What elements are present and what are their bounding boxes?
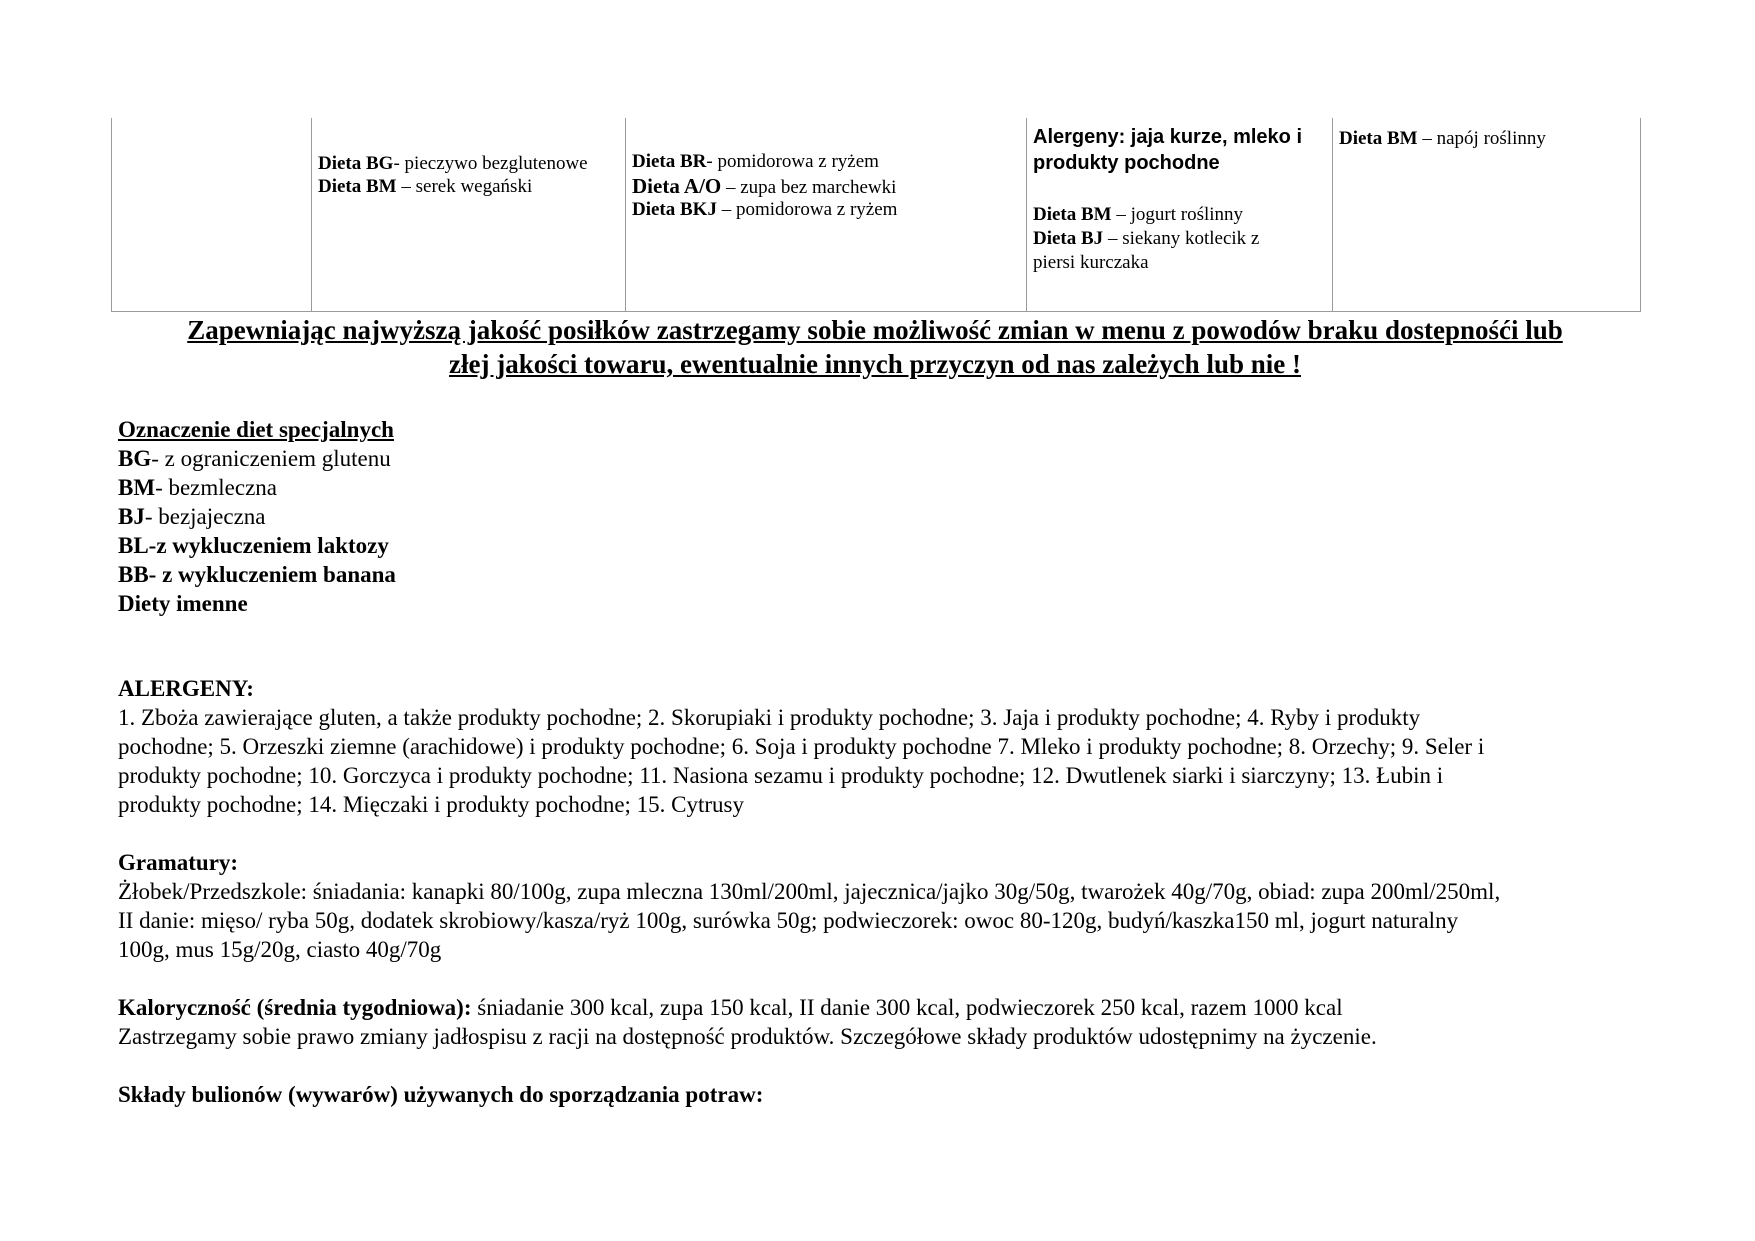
diet-item: Diety imenne [118, 591, 248, 616]
table-cell-soup-diets [626, 118, 1027, 311]
cell-line: Dieta BKJ – pomidorowa z ryżem [632, 199, 898, 220]
broth-heading: Składy bulionów (wywarów) używanych do sporządzania potraw: [118, 1082, 764, 1107]
cell-line: Dieta BJ – siekany kotlecik z [1033, 228, 1260, 249]
diet-item: BL-z wykluczeniem laktozy [118, 533, 389, 558]
table-cell-main-course-diets [1027, 118, 1333, 311]
cell-line: Dieta A/O – zupa bez marchewki [632, 174, 897, 198]
allergens-note: produkty pochodne [1033, 152, 1220, 174]
table-cell-bread-diets [312, 118, 626, 311]
portions-text-line: Żłobek/Przedszkole: śniadania: kanapki 80/100g, zupa mleczna 130ml/200ml, jajecznica/jajko 30g/50g, twarożek 40g/70g, obiad: zupa 200ml/250ml, [118, 879, 1501, 904]
calories-line: Kaloryczność (średnia tygodniowa): śniadanie 300 kcal, zupa 150 kcal, II danie 300 kcal, podwieczorek 250 kcal, razem 1000 kcal [118, 995, 1343, 1020]
menu-change-note: Zastrzegamy sobie prawo zmiany jadłospisu z racji na dostępność produktów. Szczegółowe składy produktów udostępnimy na życzenie. [118, 1024, 1377, 1049]
portions-text-line: 100g, mus 15g/20g, ciasto 40g/70g [118, 937, 442, 962]
allergens-heading: ALERGENY: [118, 676, 254, 701]
diet-item: BG- z ograniczeniem glutenu [118, 446, 391, 471]
allergens-text-line: produkty pochodne; 10. Gorczyca i produkty pochodne; 11. Nasiona sezamu i produkty pochodne; 12. Dwutlenek siarki i siarczyny; 13. Łubin i [118, 763, 1444, 788]
quality-notice-line: Zapewniając najwyższą jakość posiłków zastrzegamy sobie możliwość zmian w menu z powodów braku dostepnośći lub [187, 315, 1563, 345]
diets-heading: Oznaczenie diet specjalnych [118, 417, 394, 442]
cell-line: piersi kurczaka [1033, 252, 1149, 273]
cell-line: Dieta BM – jogurt roślinny [1033, 204, 1244, 225]
cell-line: Dieta BG- pieczywo bezglutenowe [318, 153, 588, 174]
cell-line: Dieta BR- pomidorowa z ryżem [632, 151, 879, 172]
quality-notice-line: złej jakości towaru, ewentualnie innych przyczyn od nas zależych lub nie ! [449, 349, 1301, 379]
diet-item: BB- z wykluczeniem banana [118, 562, 396, 587]
table-cell-empty [112, 118, 312, 311]
allergens-text-line: produkty pochodne; 14. Mięczaki i produkty pochodne; 15. Cytrusy [118, 792, 745, 817]
cell-line: Dieta BM – napój roślinny [1339, 128, 1546, 149]
diet-item: BM- bezmleczna [118, 475, 278, 500]
allergens-text-line: 1. Zboża zawierające gluten, a także produkty pochodne; 2. Skorupiaki i produkty pochodne; 3. Jaja i produkty pochodne; 4. Ryby i produkty [118, 705, 1421, 730]
table-cell-snack-diets [1333, 118, 1640, 311]
allergens-text-line: pochodne; 5. Orzeszki ziemne (arachidowe) i produkty pochodne; 6. Soja i produkty pochodne 7. Mleko i produkty pochodne; 8. Orzechy; 9. Seler i [118, 734, 1485, 759]
portions-heading: Gramatury: [118, 850, 239, 875]
allergens-note: Alergeny: jaja kurze, mleko i [1033, 126, 1302, 148]
diet-item: BJ- bezjajeczna [118, 504, 266, 529]
cell-line: Dieta BM – serek wegański [318, 176, 533, 197]
menu-table-fragment [111, 118, 1641, 312]
portions-text-line: II danie: mięso/ ryba 50g, dodatek skrobiowy/kasza/ryż 100g, surówka 50g; podwieczorek: owoc 80-120g, budyń/kaszka150 ml, jogurt naturalny [118, 908, 1459, 933]
